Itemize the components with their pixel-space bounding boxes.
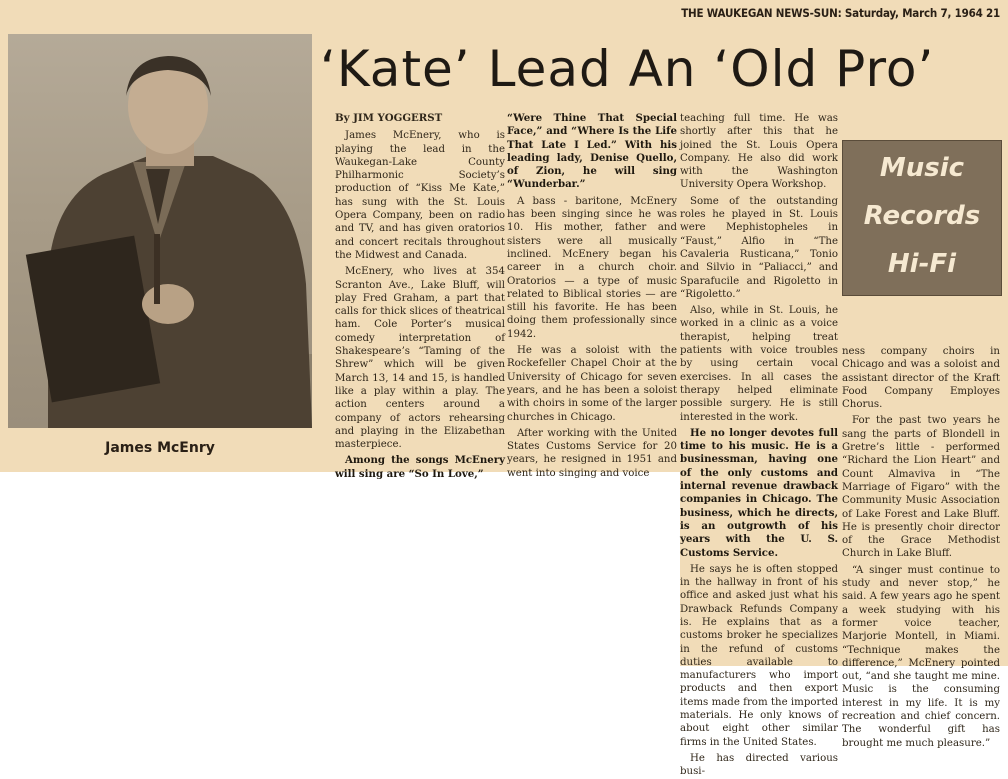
masthead: THE WAUKEGAN NEWS-SUN: Saturday, March 7, 1964 21 — [681, 6, 1000, 20]
paragraph-bold: Among the songs McEnery will sing are “So In Love,” — [335, 454, 505, 480]
article-column-2 — [507, 112, 677, 479]
music-box-line: Records — [863, 201, 981, 231]
paragraph: Some of the outstanding roles he played in St. Louis were Mephistopheles in “Faust,” Alfio in “The Cavaleria Rusticana,” Tonio and Silvio in “Paliacci,” and Sparafucile and Rigoletto in “Rigoletto.” — [680, 195, 838, 300]
paragraph: He has directed various busi- — [680, 752, 838, 778]
photo-caption: James McEnry — [105, 440, 215, 456]
paragraph: ness company choirs in Chicago and was a soloist and assistant director of the Kraft Food Company Employes Chorus. — [842, 346, 1000, 411]
paragraph-bold: “Were Thine That Special Face,” and “Where Is the Life That Late I Led.” With his leading lady, Denise Quello, of Zion, he will sing “Wunderbar.” — [507, 112, 677, 191]
paragraph: After working with the United States Customs Service for 20 years, he resigned in 1951 and went into singing and voice — [507, 427, 677, 479]
paragraph-bold: He no longer devotes full time to his music. He is a businessman, having one of the only customs and internal revenue drawback companies in Chicago. The business, which he directs, is an outgrowth of his years with the U. S. Customs Service. — [680, 426, 838, 559]
portrait-photo — [8, 34, 312, 428]
article-column-1 — [335, 112, 505, 480]
paragraph: For the past two years he sang the parts of Blondell in Gretre’s little - performed “Richard the Lion Heart” and Count Almaviva in “The Marriage of Figaro” with the Community Music Association of Lake Forest and Lake Bluff. He is presently choir director of the Grace Methodist Church in Lake Bluff. — [842, 415, 1000, 560]
article-column-3 — [680, 112, 838, 778]
byline: By JIM YOGGERST — [335, 112, 443, 124]
man-portrait-image — [8, 34, 312, 428]
paragraph: He says he is often stopped in the hallway in front of his office and asked just what his Drawback Refunds Company is. He explains that as a customs broker he specializes in the refund of customs duties available to manufacturers who import products and then export items made from the imported materials. He only knows of about eight other similar firms in the United States. — [680, 563, 838, 748]
article-column-4 — [842, 345, 1000, 749]
paragraph: McEnery, who lives at 354 Scranton Ave., Lake Bluff, will play Fred Graham, a part that calls for thick slices of theatrical ham. Cole Porter’s musical comedy interpretation of Shakespeare’s “Taming of the Shrew” which will be given March 13, 14 and 15, is handled like a play within a play. The action centers around a company of actors rehearsing and playing in the Elizabethan masterpiece. — [335, 266, 505, 451]
music-records-hifi-box — [842, 140, 1002, 296]
headline: ‘Kate’ Lead An ‘Old Pro’ — [320, 40, 935, 98]
paragraph: A bass - baritone, McEnery has been singing since he was 10. His mother, father and sisters were all musically inclined. McEnery began his career in a church choir. Oratorios — a type of music related to Biblical stories — are still his favorite. He has been doing them professionally since 1942. — [507, 195, 677, 340]
paragraph: Also, while in St. Louis, he worked in a clinic as a voice therapist, helping treat patients with voice troubles by using certain vocal exercises. In all cases the therapy helped eliminate possible surgery. He is still interested in the work. — [680, 305, 838, 423]
music-box-line: Music — [879, 153, 965, 183]
music-box-line: Hi-Fi — [887, 249, 957, 279]
paragraph: James McEnery, who is playing the lead in the Waukegan-Lake County Philharmonic Society’s production of “Kiss Me Kate,” has sung with the St. Louis Opera Company, been on radio and TV, and has given oratorios and concert recitals throughout the Midwest and Canada. — [335, 130, 505, 261]
paragraph: He was a soloist with the Rockefeller Chapel Choir at the University of Chicago for seven years, and he has been a soloist with choirs in some of the larger churches in Chicago. — [507, 345, 677, 423]
paragraph: “A singer must continue to study and never stop,” he said. A few years ago he spent a week studying with his former voice teacher, Marjorie Montell, in Miami. “Technique makes the difference,” McEnery pointed out, “and she taught me mine. Music is the consuming interest in my life. It is my recreation and chief concern. The wonderful gift has brought me much pleasure.” — [842, 564, 1000, 749]
paragraph: teaching full time. He was shortly after this that he joined the St. Louis Opera Company. He also did work with the Washington University Opera Workshop. — [680, 113, 838, 191]
